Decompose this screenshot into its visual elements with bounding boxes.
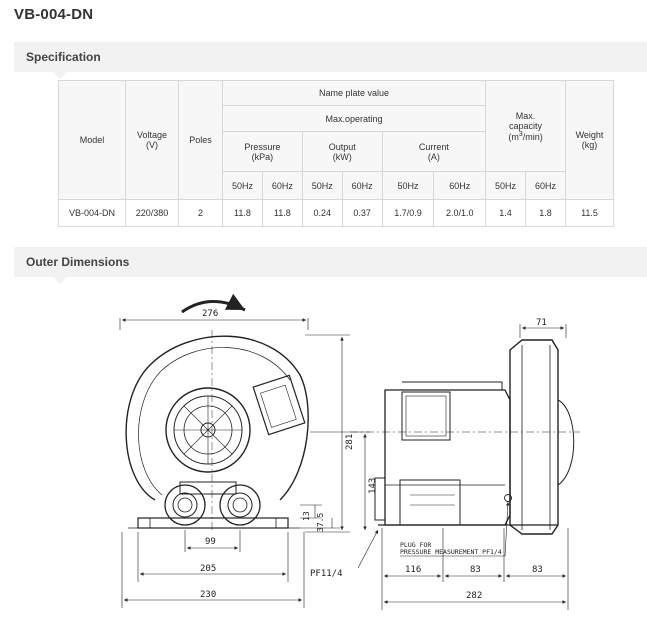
note-plug-line2: PRESSURE MEASUREMENT PF1/4 <box>400 548 502 556</box>
cell-pressure-60: 11.8 <box>262 200 302 227</box>
cell-poles: 2 <box>179 200 223 227</box>
header-pressure-unit: (kPa) <box>251 151 274 162</box>
dim-width-top: 276 <box>202 309 219 319</box>
header-output <box>302 132 382 172</box>
header-output-label: Output <box>328 141 356 152</box>
cell-voltage: 220/380 <box>126 200 179 227</box>
header-freq: 50Hz <box>486 172 526 200</box>
dim-base-205: 205 <box>200 564 217 574</box>
note-pf-port: PF11/4 <box>310 569 343 579</box>
outer-dimensions-section-header <box>14 247 647 277</box>
header-output-unit: (kW) <box>332 151 352 162</box>
cell-pressure-50: 11.8 <box>223 200 263 227</box>
cell-output-50: 0.24 <box>302 200 342 227</box>
header-model: Model <box>59 81 126 200</box>
front-dimension-lines <box>120 318 370 608</box>
header-capacity <box>486 81 566 172</box>
dim-height-right: 281 <box>345 433 355 450</box>
header-weight <box>566 81 614 200</box>
header-current <box>382 132 485 172</box>
note-plug-line1: PLUG FOR <box>400 541 432 549</box>
specification-section-header <box>14 42 647 72</box>
header-freq: 50Hz <box>302 172 342 200</box>
page-title: VB-004-DN <box>14 6 94 23</box>
outer-dimensions-drawing <box>110 290 580 615</box>
dim-side-71: 71 <box>536 318 547 328</box>
header-freq: 60Hz <box>526 172 566 200</box>
dim-small-37-5: 37.5 <box>316 512 325 532</box>
front-view <box>126 330 308 532</box>
outer-dimensions-heading: Outer Dimensions <box>26 255 130 269</box>
dim-port-spacing: 99 <box>205 537 216 547</box>
header-voltage <box>126 81 179 200</box>
dim-side-83b: 83 <box>532 565 543 575</box>
header-weight-label: Weight <box>575 130 604 140</box>
dim-base-230: 230 <box>200 590 217 600</box>
header-weight-unit: (kg) <box>581 140 598 150</box>
section-notch <box>53 277 67 284</box>
table-row <box>59 200 614 227</box>
cell-output-60: 0.37 <box>342 200 382 227</box>
specification-heading: Specification <box>26 50 101 64</box>
side-view <box>350 340 580 534</box>
header-current-unit: (A) <box>427 151 440 162</box>
header-capacity-label: Max. <box>515 110 536 121</box>
specification-table <box>58 80 614 227</box>
cell-current-50: 1.7/0.9 <box>382 200 434 227</box>
header-pressure <box>223 132 303 172</box>
cell-weight: 11.5 <box>566 200 614 227</box>
cell-model: VB-004-DN <box>59 200 126 227</box>
dim-height-inlet: 143 <box>368 477 378 494</box>
cell-capacity-60: 1.8 <box>526 200 566 227</box>
section-notch <box>53 72 67 79</box>
header-freq: 60Hz <box>434 172 486 200</box>
header-freq: 60Hz <box>342 172 382 200</box>
header-poles: Poles <box>179 81 223 200</box>
dim-small-13: 13 <box>302 511 311 521</box>
cell-capacity-50: 1.4 <box>486 200 526 227</box>
header-current-label: Current <box>418 141 449 152</box>
header-capacity-label-2: capacity <box>509 120 543 131</box>
header-voltage-label: Voltage <box>136 130 168 140</box>
header-pressure-label: Pressure <box>244 141 281 152</box>
header-capacity-unit: $(m^3/\min)$ <box>508 130 543 142</box>
cell-current-60: 2.0/1.0 <box>434 200 486 227</box>
header-freq: 50Hz <box>382 172 434 200</box>
header-voltage-unit: (V) <box>146 140 158 150</box>
header-freq: 50Hz <box>223 172 263 200</box>
dim-side-83a: 83 <box>470 565 481 575</box>
header-max-operating: Max.operating <box>223 106 486 132</box>
dim-side-116: 116 <box>405 565 422 575</box>
header-freq: 60Hz <box>262 172 302 200</box>
header-name-plate: Name plate value <box>223 81 486 106</box>
dim-side-282: 282 <box>466 591 483 601</box>
